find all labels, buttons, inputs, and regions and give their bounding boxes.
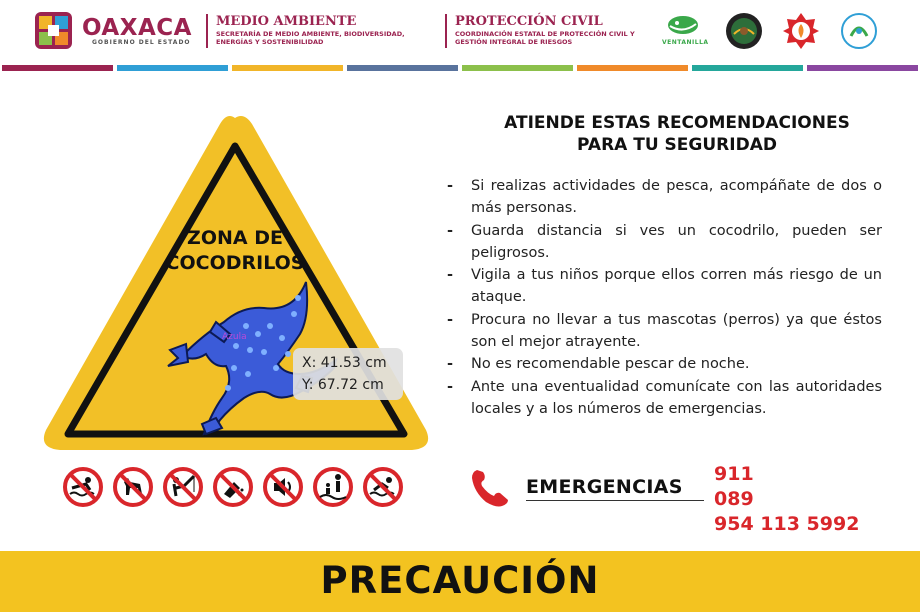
- color-stripe: [2, 65, 113, 71]
- no-fishing-icon: [162, 466, 204, 508]
- color-stripe: [347, 65, 458, 71]
- list-item: [444, 220, 882, 265]
- list-bullet: -: [447, 178, 454, 194]
- sign-heading: [140, 226, 330, 276]
- oaxaca-logo-icon: [35, 12, 72, 49]
- sign-line-1: ZONA DE: [187, 227, 283, 249]
- state-name: OAXACA: [82, 15, 192, 41]
- proteccion-civil-title: PROTECCIÓN CIVIL: [455, 14, 603, 29]
- emergency-number: 954 113 5992: [714, 513, 860, 535]
- warning-sign: [38, 112, 433, 458]
- header: [0, 0, 920, 62]
- prohibition-icons: [62, 466, 407, 508]
- list-item-text: Procura no llevar a tus mascotas (perros) ya que éstos son el mejor atrayente.: [471, 311, 882, 351]
- cooperative-seal-icon: [725, 12, 763, 50]
- no-dogs-icon: [112, 466, 154, 508]
- footer-banner: [0, 551, 920, 612]
- list-bullet: -: [447, 378, 454, 395]
- recommendations-title: [470, 112, 884, 156]
- list-item: [444, 264, 882, 309]
- no-feeding-icon: [212, 466, 254, 508]
- list-bullet: -: [447, 267, 454, 284]
- no-bathing-icon: [362, 466, 404, 508]
- header-divider: [445, 14, 447, 48]
- coordinate-tooltip: [293, 348, 403, 400]
- recommendations-list: [444, 175, 882, 420]
- list-item-text: Guarda distancia si ves un cocodrilo, pueden ser peligrosos.: [471, 222, 882, 261]
- color-stripe: [577, 65, 688, 71]
- tooltip-x: X: 41.53 cm: [302, 355, 387, 371]
- list-item: [444, 376, 882, 421]
- header-divider: [206, 14, 208, 48]
- medio-ambiente-subtitle: SECRETARÍA DE MEDIO AMBIENTE, BIODIVERSIDAD, ENERGÍAS Y SOSTENIBILIDAD: [216, 30, 405, 46]
- color-stripe: [232, 65, 343, 71]
- list-item: [444, 309, 882, 354]
- sign-line-2: COCODRILOS: [165, 252, 305, 274]
- recommendations-title-line-2: PARA TU SEGURIDAD: [577, 135, 777, 155]
- environmental-seal-icon: [840, 12, 878, 50]
- state-subtitle: GOBIERNO DEL ESTADO: [92, 39, 191, 46]
- color-stripe: [117, 65, 228, 71]
- emergencies-underline: [526, 500, 704, 501]
- color-stripe: [462, 65, 573, 71]
- color-stripe: [692, 65, 803, 71]
- crocodile-label: Azula: [222, 332, 247, 342]
- list-bullet: -: [447, 356, 454, 373]
- list-bullet: -: [447, 222, 454, 239]
- no-children-alone-icon: [312, 466, 354, 508]
- footer-text: PRECAUCIÓN: [320, 559, 600, 602]
- emergency-number: 911: [714, 463, 754, 485]
- emergencies-label: EMERGENCIAS: [526, 476, 683, 498]
- color-stripe: [807, 65, 918, 71]
- list-item-text: Vigila a tus niños porque ellos corren más riesgo de un ataque.: [471, 267, 882, 306]
- emergency-number: 089: [714, 488, 754, 510]
- list-item-text: No es recomendable pescar de noche.: [471, 356, 750, 373]
- list-bullet: -: [447, 311, 454, 328]
- medio-ambiente-title: MEDIO AMBIENTE: [216, 14, 357, 29]
- tooltip-y: Y: 67.72 cm: [302, 377, 384, 393]
- phone-icon: [468, 466, 512, 510]
- firefighters-badge-icon: [782, 12, 820, 50]
- no-swimming-icon: [62, 466, 104, 508]
- no-noise-icon: [262, 466, 304, 508]
- proteccion-civil-subtitle: COORDINACIÓN ESTATAL DE PROTECCIÓN CIVIL Y GESTIÓN INTEGRAL DE RIESGOS: [455, 30, 635, 46]
- list-item: [444, 353, 882, 375]
- list-item-text: Si realizas actividades de pesca, acompáñate de dos o más personas.: [471, 178, 882, 217]
- ventanilla-label: VENTANILLA: [662, 39, 709, 46]
- recommendations-title-line-1: ATIENDE ESTAS RECOMENDACIONES: [504, 113, 850, 133]
- list-item-text: Ante una eventualidad comunícate con las autoridades locales y a los números de emergencias.: [471, 378, 882, 417]
- list-item: [444, 175, 882, 220]
